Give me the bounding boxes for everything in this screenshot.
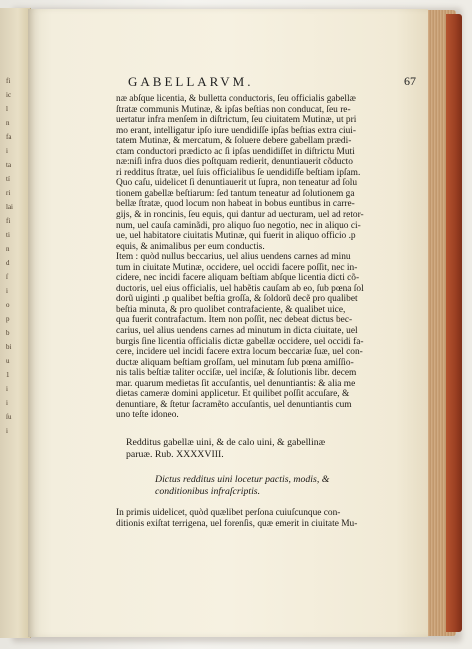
chapter-subrubric bbox=[155, 474, 405, 497]
facing-page-fragment: tí bbox=[6, 175, 10, 183]
page-number: 67 bbox=[404, 74, 416, 88]
text-line: carius, uel alius uendens carnes ad minutum in dicta ciuitate, uel bbox=[116, 326, 358, 337]
text-line: Item : quòd nullus beccarius, uel alius uendens carnes ad minu bbox=[116, 252, 351, 263]
body-text bbox=[116, 94, 426, 421]
subrubric-line: Dictus redditus uini locetur pactis, modis, & bbox=[155, 474, 330, 485]
facing-page-fragment: n bbox=[6, 245, 10, 253]
text-line: nis talis beſtiæ taliter occiſæ, uel inciſæ, & ſolutionis libr. decem bbox=[116, 368, 357, 379]
text-line: num, uel cauſa caminãdi, pro aliquo ſuo negotio, nec in aliquo ci- bbox=[116, 220, 361, 231]
facing-page-fragment: p bbox=[6, 315, 10, 323]
book-cover-edge bbox=[446, 14, 462, 632]
text-line: ductoris, uel eius officialis, uel habẽtis cauſam ab eo, ſub pœna ſol bbox=[116, 283, 364, 294]
facing-page-fragment: lai bbox=[6, 203, 13, 211]
text-line: tionem gabellæ beſtiarum: ſed tantum teneatur ad ſolutionem ga bbox=[116, 188, 355, 199]
text-line: næ abſque licentia, & bulletta conductoris, ſeu officialis gabellæ bbox=[116, 94, 356, 104]
text-line: In primis uidelicet, quòd quælibet perſona cuiuſcunque con- bbox=[116, 508, 341, 518]
text-line: cere, incidere uel incidi facere extra locum beccariæ ſuæ, uel con- bbox=[116, 347, 363, 358]
facing-page-fragment: ri bbox=[6, 189, 11, 197]
text-line: ſtratæ communis Mutinæ, & ipſas beſtias non conducat, ſeu re- bbox=[116, 104, 351, 115]
text-line: burgis ſine licentia officialis dictæ gabellæ occidere, uel occidi fa- bbox=[116, 336, 364, 347]
facing-page-fragment: fi bbox=[6, 217, 11, 225]
text-line: tum in ciuitate Mutinæ, occidere, uel occidi facere poſſit, nec in- bbox=[116, 262, 358, 273]
facing-page-fragment: i bbox=[6, 399, 8, 407]
text-line: qua fuerit contrafactum. Item non poſſit, nec debeat dictus bec- bbox=[116, 315, 353, 326]
text-line: næ:niſi infra duos dies poſtquam redierit, denuntiauerit cõducto bbox=[116, 157, 353, 168]
text-line: uno teſte idoneo. bbox=[116, 410, 179, 421]
facing-page-fragment: ſ bbox=[6, 273, 8, 281]
text-line: tatem Mutinæ, & mercatum, & ſoluere debere gabellam prædi- bbox=[116, 136, 352, 147]
text-line: ductæ aliquam beſtiam groſſam, uel minutam ſub pœna amiſſio- bbox=[116, 357, 354, 368]
text-line: ri redditus ſtratæ, uel ſuis officialibus ſe uendidiſſe beſtiam ipſam. bbox=[116, 167, 361, 178]
facing-page-fragment: l bbox=[6, 105, 8, 113]
text-line: gijs, & in roncinis, ſeu equis, qui dantur ad uecturam, uel ad retor- bbox=[116, 210, 364, 221]
facing-page-fragment: i bbox=[6, 385, 8, 393]
text-line: uertatur infra menſem in diſtrictum, ſeu ciuitatem Mutinæ, ut pri bbox=[116, 115, 357, 126]
facing-page-fragment: n bbox=[6, 119, 10, 127]
facing-page-fragment: b bbox=[6, 329, 10, 337]
facing-page-fragment: fi bbox=[6, 77, 11, 85]
text-line: ctam conductori prædicto ac ſi ipſas uendidiſſet in diſtrictu Muti bbox=[116, 146, 355, 157]
subrubric-line: conditionibus infraſcriptis. bbox=[155, 485, 261, 497]
running-head bbox=[128, 74, 418, 90]
facing-page-fragment: o bbox=[6, 301, 10, 309]
text-line: beſtia minuta, & pro quolibet contrafaciente, & qualibet uice, bbox=[116, 304, 346, 315]
facing-page-fragment: i bbox=[6, 287, 8, 295]
text-line: mar. quarum medietas ſit accuſantis, uel denuntiantis: & alia me bbox=[116, 378, 356, 389]
facing-page-fragment: fa bbox=[6, 133, 12, 141]
facing-page-fragment: ti bbox=[6, 231, 10, 239]
rubric-line: Redditus gabellæ uini, & de calo uini, & gabellinæ bbox=[126, 437, 326, 448]
chapter-opening-text bbox=[116, 508, 426, 529]
facing-page-fragment: i bbox=[6, 147, 8, 155]
text-line: bellæ ſtratæ, quod locum non habeat in bobus euntibus in carre- bbox=[116, 199, 355, 210]
text-line: dietas cameræ domini applicetur. Et quilibet poſſit accuſare, & bbox=[116, 389, 350, 400]
chapter-rubric bbox=[126, 437, 426, 460]
text-line: mo erant, intelligatur ipſo iure uendidiſſe ipſas beſtias extra ciui- bbox=[116, 125, 357, 136]
text-line: ue, uel habitatore ciuitatis Mutinæ, qui fuerit in aliquo officio .p bbox=[116, 231, 356, 242]
running-title: GABELLARVM. bbox=[128, 74, 254, 89]
facing-page-fragment: 1 bbox=[6, 371, 10, 379]
text-line: ditionis exiſtat terrigena, uel forenſis, quæ emerit in ciuitate Mu- bbox=[116, 518, 358, 529]
rubric-line: paruæ. Rub. XXXXVIII. bbox=[126, 448, 224, 460]
text-line: denuntiare, & ſtetur ſacramẽto accuſantis, uel denuntiantis cum bbox=[116, 399, 352, 410]
facing-page-fragment: d bbox=[6, 259, 10, 267]
text-line: Quo caſu, uidelicet ſi denuntiauerit ut ſupra, non teneatur ad ſolu bbox=[116, 178, 358, 189]
facing-page-edge bbox=[0, 8, 31, 638]
facing-page-fragment: u bbox=[6, 357, 10, 365]
text-line: equis, & animalibus per eum conductis. bbox=[116, 241, 265, 252]
facing-page-fragment: ta bbox=[6, 161, 12, 169]
facing-page-fragment: ſu bbox=[6, 413, 12, 421]
facing-page-fragment: i bbox=[6, 427, 8, 435]
text-line: cidere, nec incidi facere aliquam beſtiam abſque licentia dicti cõ- bbox=[116, 273, 360, 284]
facing-page-fragment: ic bbox=[6, 91, 12, 99]
text-line: dorũ uiginti .p qualibet beſtia groſſa, & ſoldorũ decẽ pro qualibet bbox=[116, 294, 358, 305]
facing-page-fragment: bi bbox=[6, 343, 12, 351]
